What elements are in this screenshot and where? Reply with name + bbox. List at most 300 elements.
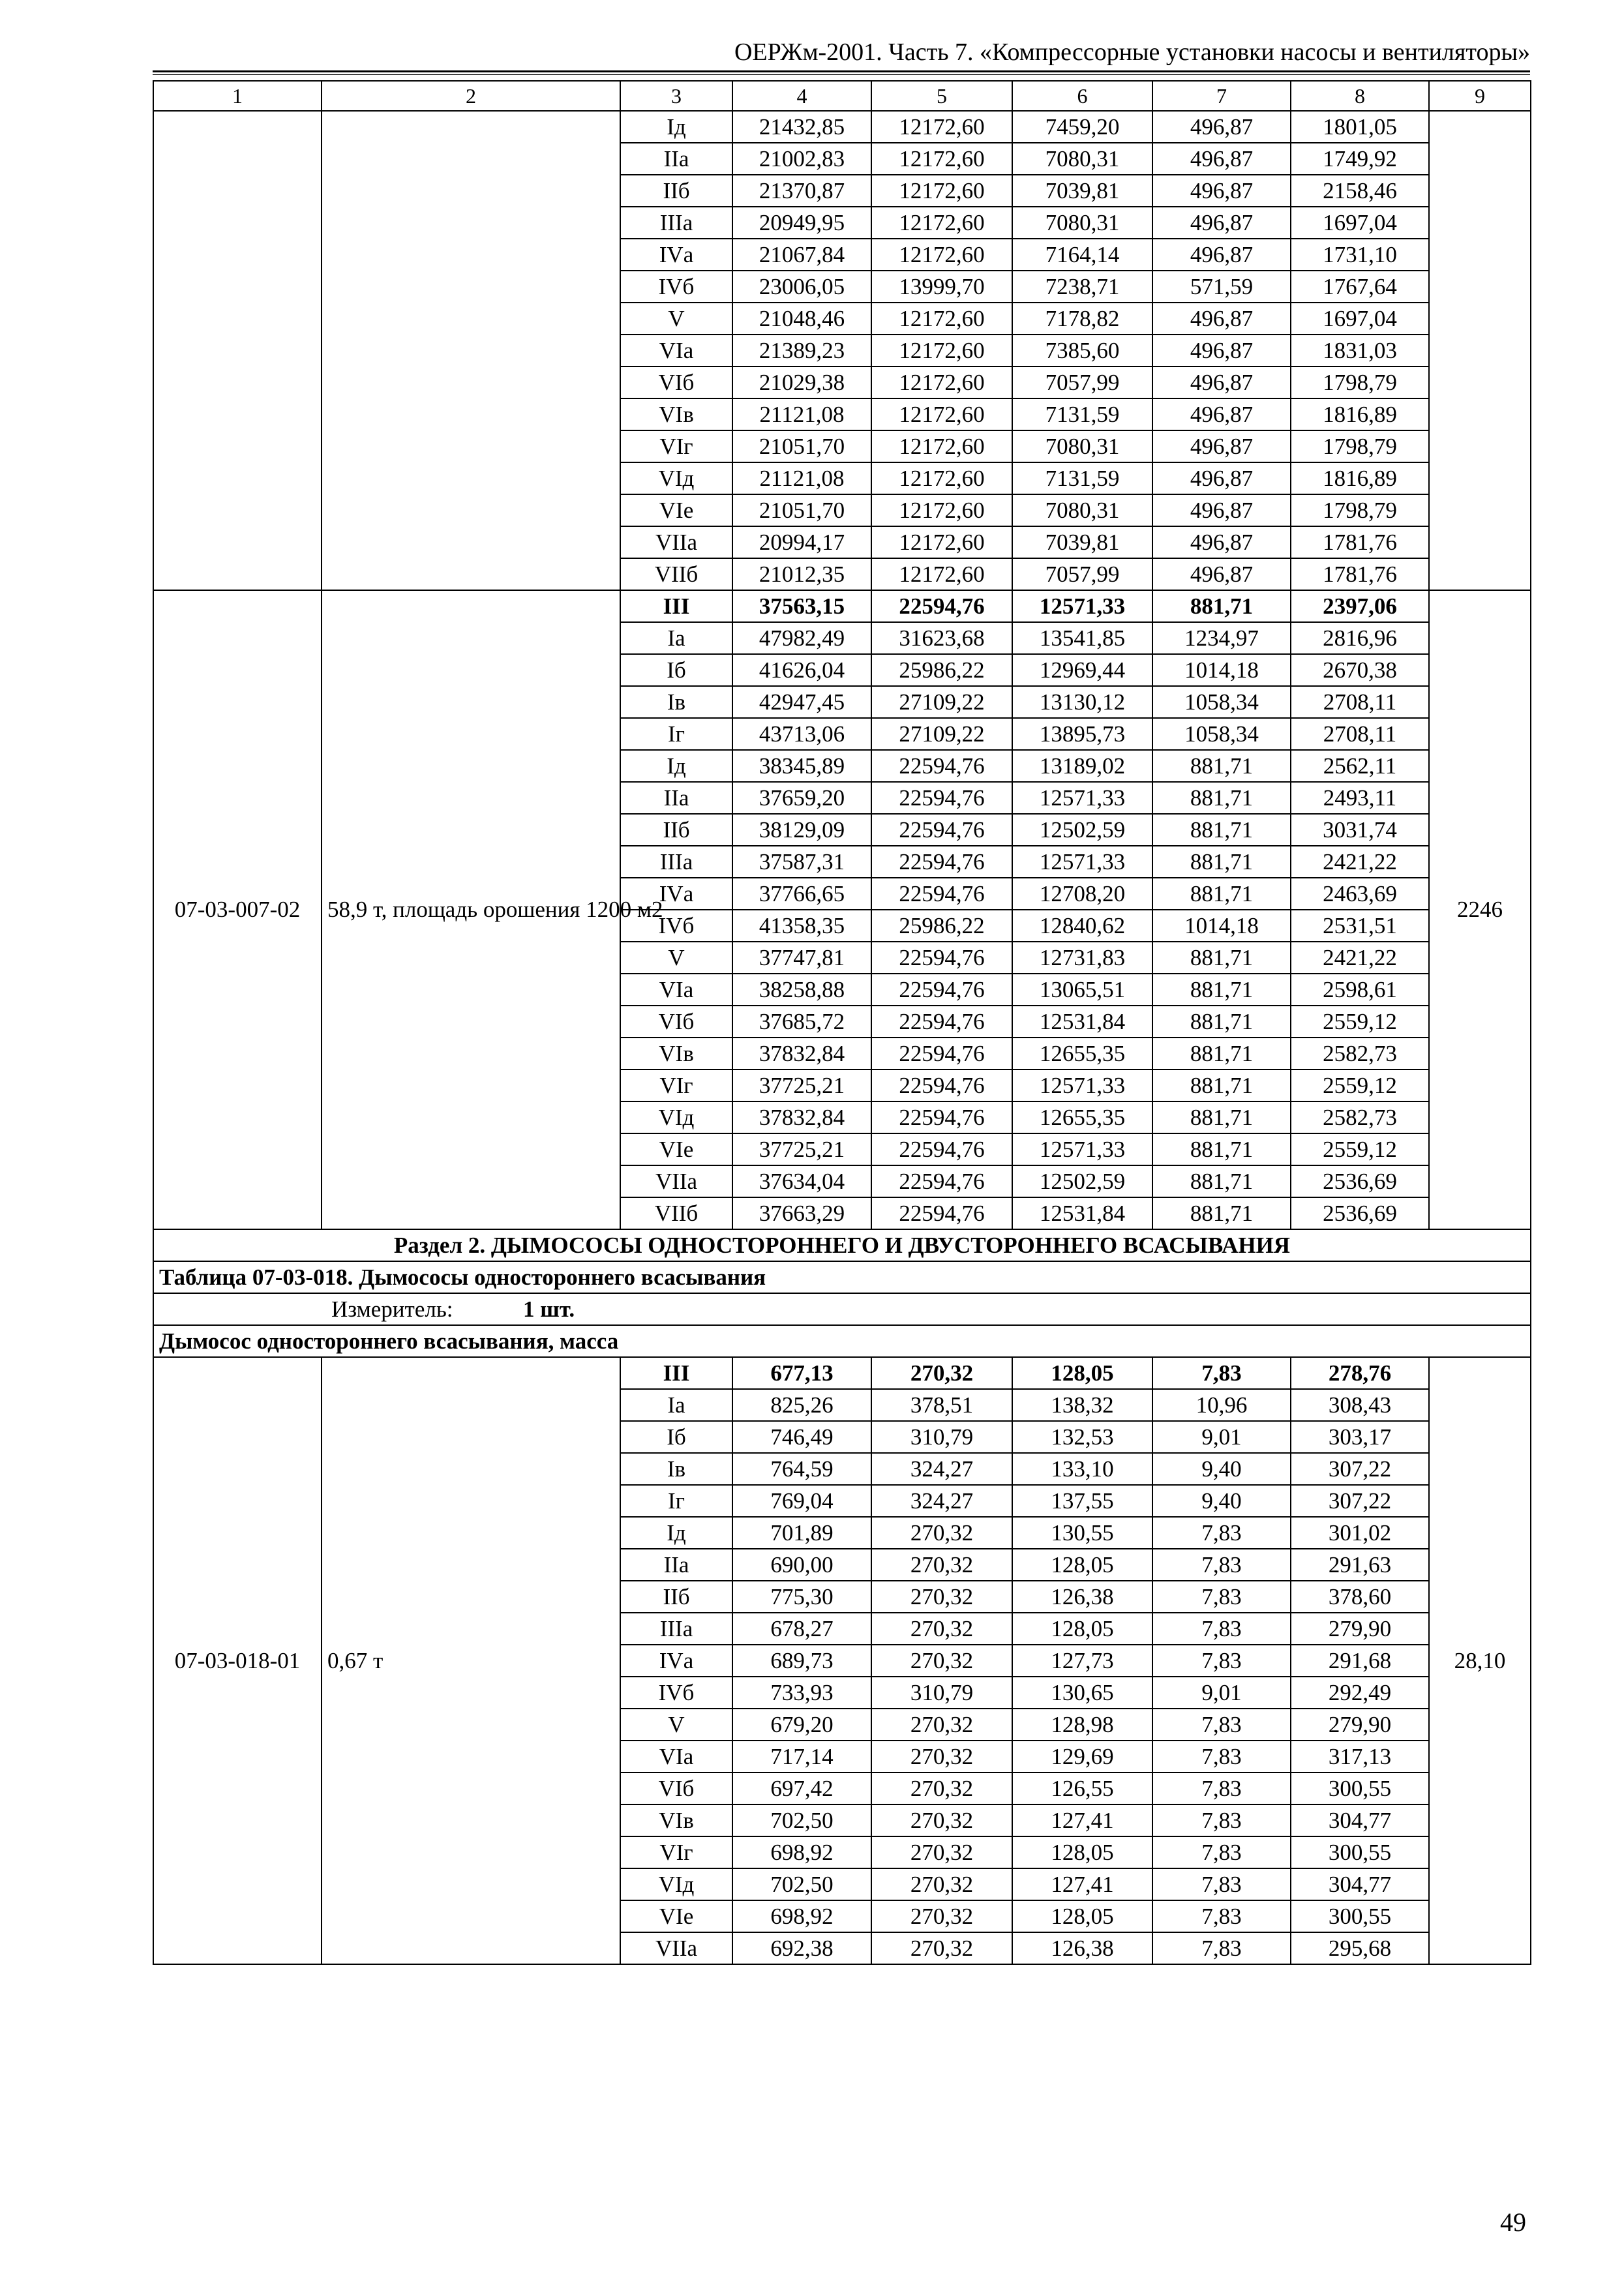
value-cell: 7,83 [1152,1517,1291,1549]
column-number: 1 [153,81,322,111]
value-cell: 2582,73 [1291,1038,1429,1070]
value-cell: 7,83 [1152,1804,1291,1836]
value-cell: 2158,46 [1291,175,1429,207]
value-cell: 12655,35 [1012,1101,1152,1133]
value-cell: 1014,18 [1152,654,1291,686]
value-cell: 1831,03 [1291,335,1429,367]
measure-cell [153,1293,1531,1325]
value-cell: 13541,85 [1012,622,1152,654]
table-row [153,111,1531,143]
col9-cell [1429,111,1531,590]
value-cell: 128,05 [1012,1613,1152,1645]
zone-cell: Iа [620,1389,732,1421]
value-cell: 698,92 [732,1900,871,1932]
zone-cell: VIд [620,462,732,494]
value-cell: 130,55 [1012,1517,1152,1549]
value-cell: 881,71 [1152,878,1291,910]
value-cell: 279,90 [1291,1709,1429,1741]
value-cell: 270,32 [871,1836,1012,1868]
value-cell: 22594,76 [871,846,1012,878]
value-cell: 12172,60 [871,367,1012,398]
value-cell: 7459,20 [1012,111,1152,143]
header-rule [153,70,1530,72]
name-cell: 0,67 т [322,1357,620,1964]
subheading-row [153,1325,1531,1357]
running-header: ОЕРЖм-2001. Часть 7. «Компрессорные установки насосы и вентиляторы» [734,38,1530,66]
value-cell: 22594,76 [871,1165,1012,1197]
value-cell: 317,13 [1291,1741,1429,1773]
code-cell: 07-03-018-01 [153,1357,322,1964]
zone-cell: IIа [620,1549,732,1581]
value-cell: 1058,34 [1152,718,1291,750]
value-cell: 12731,83 [1012,942,1152,974]
value-cell: 2816,96 [1291,622,1429,654]
value-cell: 12571,33 [1012,846,1152,878]
value-cell: 128,05 [1012,1900,1152,1932]
zone-cell: IVб [620,910,732,942]
value-cell: 7178,82 [1012,303,1152,335]
zone-cell: VIа [620,974,732,1006]
value-cell: 2708,11 [1291,718,1429,750]
value-cell: 37563,15 [732,590,871,622]
zone-cell: VIIа [620,1165,732,1197]
value-cell: 31623,68 [871,622,1012,654]
zone-cell: IIб [620,175,732,207]
value-cell: 270,32 [871,1868,1012,1900]
zone-cell: IIа [620,782,732,814]
value-cell: 22594,76 [871,782,1012,814]
value-cell: 1781,76 [1291,526,1429,558]
value-cell: 7,83 [1152,1581,1291,1613]
table-title-row [153,1261,1531,1293]
value-cell: 2536,69 [1291,1197,1429,1229]
value-cell: 7164,14 [1012,239,1152,271]
value-cell: 20994,17 [732,526,871,558]
value-cell: 21051,70 [732,494,871,526]
value-cell: 270,32 [871,1741,1012,1773]
value-cell: 2708,11 [1291,686,1429,718]
value-cell: 496,87 [1152,462,1291,494]
value-cell: 2463,69 [1291,878,1429,910]
value-cell: 13130,12 [1012,686,1152,718]
value-cell: 378,60 [1291,1581,1429,1613]
value-cell: 12172,60 [871,175,1012,207]
value-cell: 1816,89 [1291,398,1429,430]
value-cell: 881,71 [1152,974,1291,1006]
table-row [153,1357,1531,1389]
value-cell: 702,50 [732,1868,871,1900]
zone-cell: VIб [620,367,732,398]
value-cell: 300,55 [1291,1773,1429,1804]
value-cell: 22594,76 [871,942,1012,974]
header-rule-thin [153,74,1530,75]
value-cell: 13065,51 [1012,974,1152,1006]
value-cell: 12172,60 [871,526,1012,558]
value-cell: 881,71 [1152,750,1291,782]
value-cell: 1697,04 [1291,207,1429,239]
value-cell: 12172,60 [871,558,1012,590]
value-cell: 133,10 [1012,1453,1152,1485]
value-cell: 496,87 [1152,175,1291,207]
value-cell: 12172,60 [871,207,1012,239]
price-table [153,80,1531,1965]
value-cell: 746,49 [732,1421,871,1453]
column-number: 3 [620,81,732,111]
value-cell: 21370,87 [732,175,871,207]
zone-cell: VIд [620,1101,732,1133]
value-cell: 496,87 [1152,111,1291,143]
value-cell: 733,93 [732,1677,871,1709]
value-cell: 775,30 [732,1581,871,1613]
value-cell: 2598,61 [1291,974,1429,1006]
code-cell [153,111,322,590]
value-cell: 324,27 [871,1453,1012,1485]
zone-cell: IVб [620,271,732,303]
value-cell: 270,32 [871,1613,1012,1645]
value-cell: 25986,22 [871,910,1012,942]
value-cell: 7,83 [1152,1549,1291,1581]
value-cell: 38129,09 [732,814,871,846]
value-cell: 1767,64 [1291,271,1429,303]
value-cell: 7080,31 [1012,430,1152,462]
value-cell: 9,40 [1152,1485,1291,1517]
value-cell: 7131,59 [1012,398,1152,430]
value-cell: 127,41 [1012,1868,1152,1900]
value-cell: 1798,79 [1291,494,1429,526]
zone-cell: IIIа [620,846,732,878]
value-cell: 496,87 [1152,143,1291,175]
value-cell: 496,87 [1152,398,1291,430]
zone-cell: V [620,1709,732,1741]
measure-label: Измеритель: [331,1296,453,1322]
value-cell: 21012,35 [732,558,871,590]
value-cell: 127,41 [1012,1804,1152,1836]
value-cell: 881,71 [1152,1038,1291,1070]
col9-cell: 2246 [1429,590,1531,1229]
zone-cell: VIе [620,1133,732,1165]
value-cell: 881,71 [1152,1165,1291,1197]
value-cell: 22594,76 [871,1197,1012,1229]
value-cell: 128,98 [1012,1709,1152,1741]
value-cell: 12172,60 [871,494,1012,526]
value-cell: 37747,81 [732,942,871,974]
zone-cell: VIб [620,1006,732,1038]
zone-cell: IVа [620,878,732,910]
zone-cell: VIIб [620,1197,732,1229]
value-cell: 1816,89 [1291,462,1429,494]
measure-value: 1 шт. [523,1296,575,1322]
value-cell: 2493,11 [1291,782,1429,814]
value-cell: 41626,04 [732,654,871,686]
value-cell: 9,40 [1152,1453,1291,1485]
zone-cell: VIIа [620,526,732,558]
zone-cell: VIв [620,1804,732,1836]
value-cell: 678,27 [732,1613,871,1645]
value-cell: 21389,23 [732,335,871,367]
value-cell: 571,59 [1152,271,1291,303]
value-cell: 2559,12 [1291,1133,1429,1165]
value-cell: 698,92 [732,1836,871,1868]
value-cell: 22594,76 [871,1133,1012,1165]
value-cell: 881,71 [1152,590,1291,622]
value-cell: 12172,60 [871,462,1012,494]
value-cell: 7039,81 [1012,175,1152,207]
value-cell: 22594,76 [871,814,1012,846]
value-cell: 881,71 [1152,942,1291,974]
value-cell: 2536,69 [1291,1165,1429,1197]
value-cell: 496,87 [1152,239,1291,271]
value-cell: 37766,65 [732,878,871,910]
value-cell: 12531,84 [1012,1197,1152,1229]
value-cell: 1697,04 [1291,303,1429,335]
value-cell: 881,71 [1152,846,1291,878]
value-cell: 303,17 [1291,1421,1429,1453]
value-cell: 13999,70 [871,271,1012,303]
value-cell: 12172,60 [871,143,1012,175]
value-cell: 1781,76 [1291,558,1429,590]
value-cell: 701,89 [732,1517,871,1549]
value-cell: 279,90 [1291,1613,1429,1645]
value-cell: 21432,85 [732,111,871,143]
value-cell: 137,55 [1012,1485,1152,1517]
value-cell: 12172,60 [871,335,1012,367]
value-cell: 825,26 [732,1389,871,1421]
zone-cell: V [620,942,732,974]
value-cell: 690,00 [732,1549,871,1581]
value-cell: 1058,34 [1152,686,1291,718]
value-cell: 300,55 [1291,1900,1429,1932]
value-cell: 496,87 [1152,335,1291,367]
value-cell: 2421,22 [1291,846,1429,878]
value-cell: 697,42 [732,1773,871,1804]
value-cell: 2582,73 [1291,1101,1429,1133]
zone-cell: VIIа [620,1932,732,1964]
value-cell: 881,71 [1152,1101,1291,1133]
zone-cell: IVа [620,239,732,271]
value-cell: 12502,59 [1012,1165,1152,1197]
value-cell: 7080,31 [1012,207,1152,239]
value-cell: 308,43 [1291,1389,1429,1421]
zone-cell: VIа [620,1741,732,1773]
zone-cell: IIа [620,143,732,175]
zone-cell: VIв [620,1038,732,1070]
section-title: Раздел 2. ДЫМОСОСЫ ОДНОСТОРОННЕГО И ДВУСТОРОННЕГО ВСАСЫВАНИЯ [153,1229,1531,1261]
zone-cell: IIIа [620,1613,732,1645]
value-cell: 7,83 [1152,1868,1291,1900]
value-cell: 21029,38 [732,367,871,398]
value-cell: 702,50 [732,1804,871,1836]
value-cell: 304,77 [1291,1804,1429,1836]
value-cell: 21051,70 [732,430,871,462]
value-cell: 126,38 [1012,1932,1152,1964]
value-cell: 37659,20 [732,782,871,814]
column-number: 5 [871,81,1012,111]
value-cell: 378,51 [871,1389,1012,1421]
value-cell: 126,55 [1012,1773,1152,1804]
value-cell: 22594,76 [871,1038,1012,1070]
value-cell: 12969,44 [1012,654,1152,686]
column-number: 9 [1429,81,1531,111]
value-cell: 278,76 [1291,1357,1429,1389]
value-cell: 12172,60 [871,111,1012,143]
column-number: 4 [732,81,871,111]
value-cell: 496,87 [1152,367,1291,398]
value-cell: 2562,11 [1291,750,1429,782]
value-cell: 291,68 [1291,1645,1429,1677]
value-cell: 7,83 [1152,1900,1291,1932]
value-cell: 1749,92 [1291,143,1429,175]
value-cell: 270,32 [871,1709,1012,1741]
column-number-row [153,81,1531,111]
zone-cell: Iа [620,622,732,654]
zone-cell: Iг [620,718,732,750]
value-cell: 270,32 [871,1804,1012,1836]
value-cell: 21048,46 [732,303,871,335]
zone-cell: VIе [620,1900,732,1932]
value-cell: 307,22 [1291,1485,1429,1517]
zone-cell: IIIа [620,207,732,239]
zone-cell: IIб [620,1581,732,1613]
value-cell: 130,65 [1012,1677,1152,1709]
zone-cell: III [620,1357,732,1389]
column-number: 8 [1291,81,1429,111]
value-cell: 20949,95 [732,207,871,239]
zone-cell: IVа [620,1645,732,1677]
zone-cell: VIв [620,398,732,430]
value-cell: 881,71 [1152,1006,1291,1038]
value-cell: 7057,99 [1012,367,1152,398]
value-cell: 12172,60 [871,430,1012,462]
name-cell: 58,9 т, площадь орошения 1200 м2 [322,590,620,1229]
value-cell: 679,20 [732,1709,871,1741]
value-cell: 292,49 [1291,1677,1429,1709]
value-cell: 22594,76 [871,590,1012,622]
zone-cell: VIб [620,1773,732,1804]
value-cell: 7057,99 [1012,558,1152,590]
value-cell: 128,05 [1012,1549,1152,1581]
value-cell: 12840,62 [1012,910,1152,942]
value-cell: 270,32 [871,1357,1012,1389]
value-cell: 138,32 [1012,1389,1152,1421]
value-cell: 126,38 [1012,1581,1152,1613]
value-cell: 22594,76 [871,974,1012,1006]
zone-cell: VIIб [620,558,732,590]
value-cell: 38345,89 [732,750,871,782]
value-cell: 304,77 [1291,1868,1429,1900]
zone-cell: Iб [620,1421,732,1453]
value-cell: 127,73 [1012,1645,1152,1677]
value-cell: 9,01 [1152,1421,1291,1453]
value-cell: 881,71 [1152,1197,1291,1229]
value-cell: 37663,29 [732,1197,871,1229]
value-cell: 1014,18 [1152,910,1291,942]
value-cell: 42947,45 [732,686,871,718]
zone-cell: IIб [620,814,732,846]
value-cell: 22594,76 [871,1070,1012,1101]
value-cell: 12531,84 [1012,1006,1152,1038]
value-cell: 2531,51 [1291,910,1429,942]
value-cell: 2559,12 [1291,1070,1429,1101]
column-number: 2 [322,81,620,111]
value-cell: 38258,88 [732,974,871,1006]
table-row [153,590,1531,622]
value-cell: 7,83 [1152,1741,1291,1773]
value-cell: 300,55 [1291,1836,1429,1868]
zone-cell: Iд [620,1517,732,1549]
value-cell: 128,05 [1012,1836,1152,1868]
value-cell: 43713,06 [732,718,871,750]
value-cell: 496,87 [1152,558,1291,590]
value-cell: 270,32 [871,1932,1012,1964]
value-cell: 21067,84 [732,239,871,271]
value-cell: 1234,97 [1152,622,1291,654]
value-cell: 7,83 [1152,1932,1291,1964]
value-cell: 7,83 [1152,1645,1291,1677]
value-cell: 1798,79 [1291,367,1429,398]
value-cell: 12571,33 [1012,782,1152,814]
value-cell: 12502,59 [1012,814,1152,846]
value-cell: 496,87 [1152,303,1291,335]
value-cell: 7080,31 [1012,143,1152,175]
zone-cell: Iв [620,1453,732,1485]
value-cell: 27109,22 [871,718,1012,750]
value-cell: 496,87 [1152,494,1291,526]
zone-cell: Iд [620,111,732,143]
value-cell: 37725,21 [732,1070,871,1101]
value-cell: 37685,72 [732,1006,871,1038]
value-cell: 881,71 [1152,782,1291,814]
value-cell: 1801,05 [1291,111,1429,143]
value-cell: 689,73 [732,1645,871,1677]
zone-cell: III [620,590,732,622]
zone-cell: VIг [620,1836,732,1868]
value-cell: 37634,04 [732,1165,871,1197]
value-cell: 12172,60 [871,398,1012,430]
value-cell: 12708,20 [1012,878,1152,910]
zone-cell: IVб [620,1677,732,1709]
value-cell: 270,32 [871,1517,1012,1549]
zone-cell: VIг [620,1070,732,1101]
value-cell: 270,32 [871,1645,1012,1677]
zone-cell: V [620,303,732,335]
value-cell: 496,87 [1152,430,1291,462]
zone-cell: Iг [620,1485,732,1517]
value-cell: 295,68 [1291,1932,1429,1964]
value-cell: 7080,31 [1012,494,1152,526]
value-cell: 37832,84 [732,1101,871,1133]
value-cell: 128,05 [1012,1357,1152,1389]
value-cell: 3031,74 [1291,814,1429,846]
value-cell: 2670,38 [1291,654,1429,686]
value-cell: 291,63 [1291,1549,1429,1581]
value-cell: 7238,71 [1012,271,1152,303]
value-cell: 23006,05 [732,271,871,303]
value-cell: 12172,60 [871,239,1012,271]
value-cell: 22594,76 [871,878,1012,910]
value-cell: 7131,59 [1012,462,1152,494]
value-cell: 37725,21 [732,1133,871,1165]
value-cell: 7039,81 [1012,526,1152,558]
zone-cell: VIг [620,430,732,462]
value-cell: 270,32 [871,1549,1012,1581]
measure-row [153,1293,1531,1325]
table-body [153,81,1531,1964]
column-number: 6 [1012,81,1152,111]
value-cell: 1798,79 [1291,430,1429,462]
value-cell: 1731,10 [1291,239,1429,271]
value-cell: 129,69 [1012,1741,1152,1773]
value-cell: 496,87 [1152,207,1291,239]
